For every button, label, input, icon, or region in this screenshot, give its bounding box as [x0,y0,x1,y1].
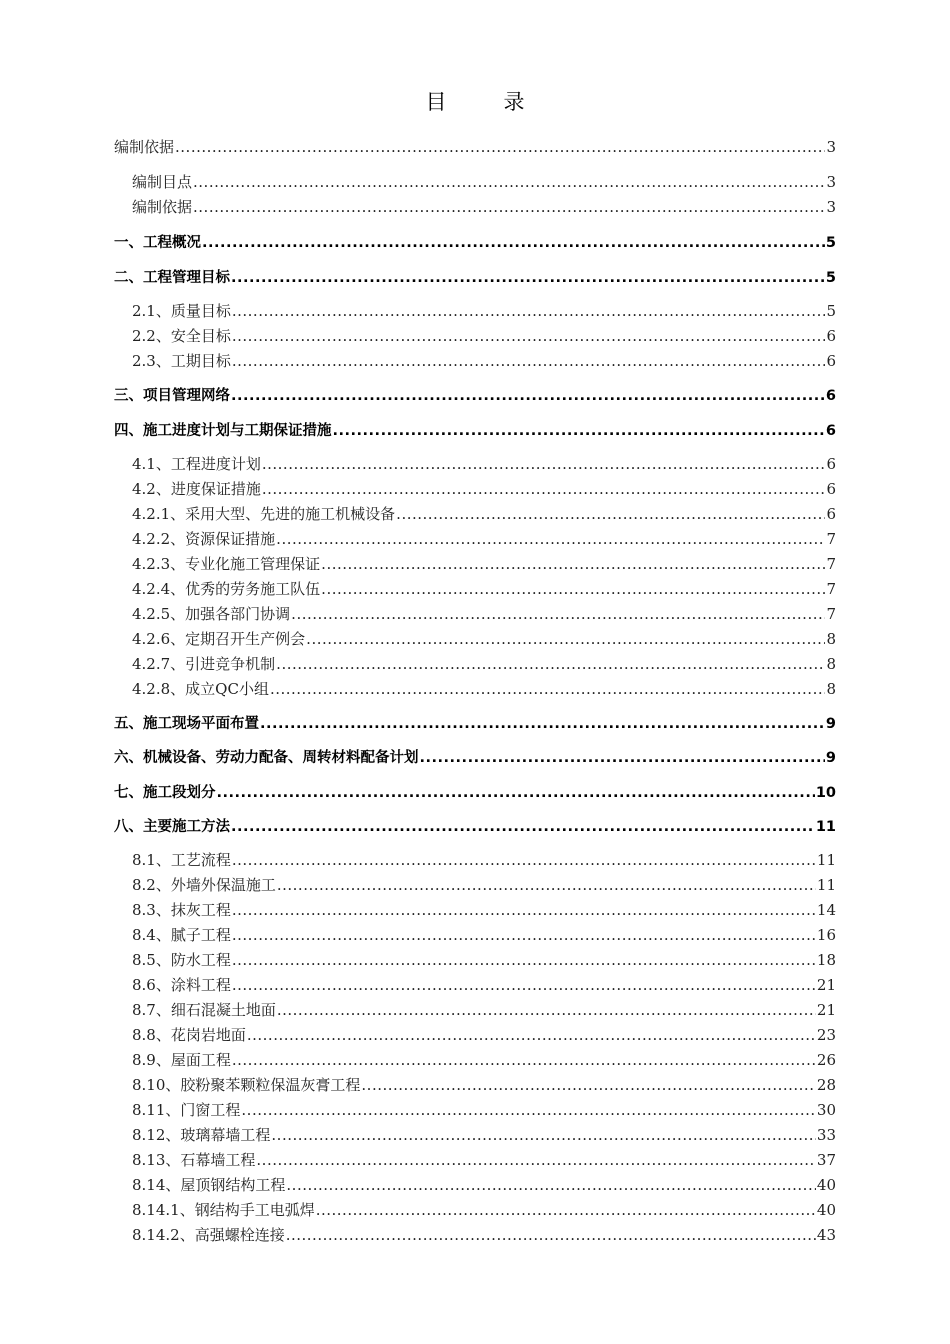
toc-entry-page: 21 [816,1001,836,1019]
toc-entry-page: 7 [826,605,836,623]
toc-entry[interactable] [132,1224,836,1245]
dot-leader [231,388,825,404]
toc-entry-label: 四、施工进度计划与工期保证措施 [114,423,332,439]
toc-entry-label: 八、主要施工方法 [114,819,230,835]
toc-entry-label: 8.4、腻子工程 [132,926,231,944]
toc-entry-label: 8.6、涂料工程 [132,976,231,994]
toc-entry-label: 4.2.6、定期召开生产例会 [132,630,306,648]
dot-leader [231,270,825,286]
toc-entry-page: 18 [816,951,836,969]
dot-leader [232,951,816,969]
toc-entry[interactable] [114,781,836,802]
toc-entry[interactable] [132,999,836,1020]
toc-entry[interactable] [132,849,836,870]
dot-leader [231,819,815,835]
toc-entry-page: 9 [825,716,836,732]
toc-entry-label: 8.10、胶粉聚苯颗粒保温灰膏工程 [132,1076,361,1094]
dot-leader [396,505,825,523]
toc-entry-page: 3 [826,198,836,216]
toc-entry-page: 6 [826,352,836,370]
dot-leader [277,1001,816,1019]
dot-leader [262,480,826,498]
toc-entry[interactable] [132,678,836,699]
dot-leader [276,530,825,548]
toc-entry-label: 4.2.2、资源保证措施 [132,530,276,548]
toc-entry-page: 6 [826,455,836,473]
dot-leader [232,976,816,994]
toc-entry-page: 6 [825,423,836,439]
dot-leader [306,630,825,648]
dot-leader [333,423,825,439]
dot-leader [193,198,825,216]
toc-entry-page: 3 [826,138,836,156]
toc-entry[interactable] [132,949,836,970]
dot-leader [286,1176,816,1194]
toc-entry[interactable] [132,603,836,624]
toc-entry[interactable] [132,899,836,920]
toc-entry-page: 11 [816,876,836,894]
toc-entry-page: 9 [825,750,836,766]
toc-entry-label: 编制依据 [114,138,175,156]
toc-entry[interactable] [132,578,836,599]
toc-entry-label: 8.1、工艺流程 [132,851,231,869]
dot-leader [321,580,825,598]
toc-entry-label: 2.3、工期目标 [132,352,231,370]
toc-entry-label: 8.14.1、钢结构手工电弧焊 [132,1201,315,1219]
toc-entry-label: 4.1、工程进度计划 [132,455,261,473]
toc-entry-label: 8.12、玻璃幕墙工程 [132,1126,271,1144]
dot-leader [232,302,826,320]
dot-leader [316,1201,816,1219]
toc-entry[interactable] [132,325,836,346]
toc-entry-page: 6 [826,505,836,523]
toc-entry[interactable] [132,1174,836,1195]
toc-entry-page: 3 [826,173,836,191]
toc-entry-page: 37 [816,1151,836,1169]
dot-leader [193,173,825,191]
dot-leader [262,455,826,473]
toc-entry-label: 4.2.3、专业化施工管理保证 [132,555,321,573]
toc-entry-page: 40 [816,1201,836,1219]
toc-entry-page: 10 [815,785,836,801]
toc-entry-label: 三、项目管理网络 [114,388,230,404]
toc-entry-page: 7 [826,580,836,598]
toc-entry[interactable] [132,503,836,524]
dot-leader [271,1126,816,1144]
toc-entry[interactable] [132,300,836,321]
toc-entry[interactable] [132,1049,836,1070]
toc-entry[interactable] [114,746,836,767]
dot-leader [286,1226,816,1244]
toc-entry[interactable] [132,1024,836,1045]
dot-leader [232,851,816,869]
toc-entry-label: 8.8、花岗岩地面 [132,1026,246,1044]
toc-entry-page: 6 [825,388,836,404]
toc-entry-label: 8.3、抹灰工程 [132,901,231,919]
toc-entry-label: 五、施工现场平面布置 [114,716,259,732]
toc-entry[interactable] [132,1124,836,1145]
toc-entry-label: 4.2.7、引进竞争机制 [132,655,276,673]
toc-entry[interactable] [132,478,836,499]
toc-entry[interactable] [114,384,836,405]
toc-entry-page: 26 [816,1051,836,1069]
toc-entry-label: 8.14、屋顶钢结构工程 [132,1176,286,1194]
toc-entry-page: 5 [826,302,836,320]
toc-entry-label: 8.14.2、高强螺栓连接 [132,1226,285,1244]
toc-entry-page: 5 [825,270,836,286]
toc-entry[interactable] [114,231,836,252]
toc-entry[interactable] [132,653,836,674]
toc-entry-page: 33 [816,1126,836,1144]
toc-entry[interactable] [132,1199,836,1220]
toc-entry-label: 4.2.8、成立QC小组 [132,680,269,698]
toc-entry-page: 16 [816,926,836,944]
toc-entry[interactable] [114,815,836,836]
toc-entry-page: 11 [816,851,836,869]
dot-leader [420,750,825,766]
toc-entry-label: 8.5、防水工程 [132,951,231,969]
dot-leader [276,655,825,673]
toc-entry-page: 8 [826,630,836,648]
toc-entry-page: 7 [826,530,836,548]
toc-entry-label: 4.2、进度保证措施 [132,480,261,498]
toc-entry-page: 6 [826,480,836,498]
dot-leader [277,876,816,894]
dot-leader [202,235,825,251]
toc-entry-label: 4.2.1、采用大型、先进的施工机械设备 [132,505,396,523]
dot-leader [232,901,816,919]
toc-entry-label: 六、机械设备、劳动力配备、周转材料配备计划 [114,750,419,766]
toc-entry-label: 8.13、石幕墙工程 [132,1151,256,1169]
toc-entry-page: 23 [816,1026,836,1044]
toc-entry-label: 一、工程概况 [114,235,201,251]
dot-leader [256,1151,816,1169]
toc-entry[interactable] [132,553,836,574]
dot-leader [217,785,815,801]
toc-entry[interactable] [132,171,836,192]
toc-entry[interactable] [132,350,836,371]
toc-entry-label: 4.2.5、加强各部门协调 [132,605,291,623]
toc-entry[interactable] [132,1099,836,1120]
toc-entry[interactable] [114,266,836,287]
toc-entry-label: 2.1、质量目标 [132,302,231,320]
dot-leader [232,327,826,345]
toc-entry-label: 8.11、门窗工程 [132,1101,241,1119]
toc-entry-page: 8 [826,655,836,673]
toc-entry[interactable] [132,1149,836,1170]
toc-entry-page: 43 [816,1226,836,1244]
toc-entry-page: 11 [815,819,836,835]
toc-entry-page: 14 [816,901,836,919]
dot-leader [260,716,825,732]
toc-entry-page: 8 [826,680,836,698]
toc-entry-label: 七、施工段划分 [114,785,216,801]
toc-entry-page: 7 [826,555,836,573]
dot-leader [361,1076,816,1094]
toc-entry[interactable] [132,196,836,217]
dot-leader [232,926,816,944]
toc-entry-page: 6 [826,327,836,345]
toc-entry[interactable] [132,1074,836,1095]
toc-entry-label: 二、工程管理目标 [114,270,230,286]
toc-entry-page: 5 [825,235,836,251]
dot-leader [175,138,825,156]
toc-entry[interactable] [132,453,836,474]
toc-entry[interactable] [132,628,836,649]
dot-leader [232,1051,816,1069]
toc-entry-label: 8.9、屋面工程 [132,1051,231,1069]
toc-entry-label: 8.7、细石混凝土地面 [132,1001,276,1019]
dot-leader [247,1026,816,1044]
toc-entry[interactable] [132,874,836,895]
toc-entry-label: 2.2、安全目标 [132,327,231,345]
dot-leader [321,555,825,573]
toc-entry-page: 28 [816,1076,836,1094]
toc-entry-page: 30 [816,1101,836,1119]
toc-entry[interactable] [114,712,836,733]
dot-leader [291,605,825,623]
toc-entry[interactable] [114,419,836,440]
toc-entry[interactable] [132,974,836,995]
toc-entry-label: 8.2、外墙外保温施工 [132,876,276,894]
toc-entry-page: 40 [816,1176,836,1194]
toc-entry-page: 21 [816,976,836,994]
toc-title: 目 录 [425,90,543,114]
toc-entry-label: 编制目点 [132,173,193,191]
toc-entry[interactable] [132,924,836,945]
dot-leader [270,680,826,698]
dot-leader [241,1101,816,1119]
dot-leader [232,352,826,370]
toc-entry-label: 编制依据 [132,198,193,216]
toc-entry[interactable] [114,136,836,157]
toc-entry-label: 4.2.4、优秀的劳务施工队伍 [132,580,321,598]
toc-entry[interactable] [132,528,836,549]
